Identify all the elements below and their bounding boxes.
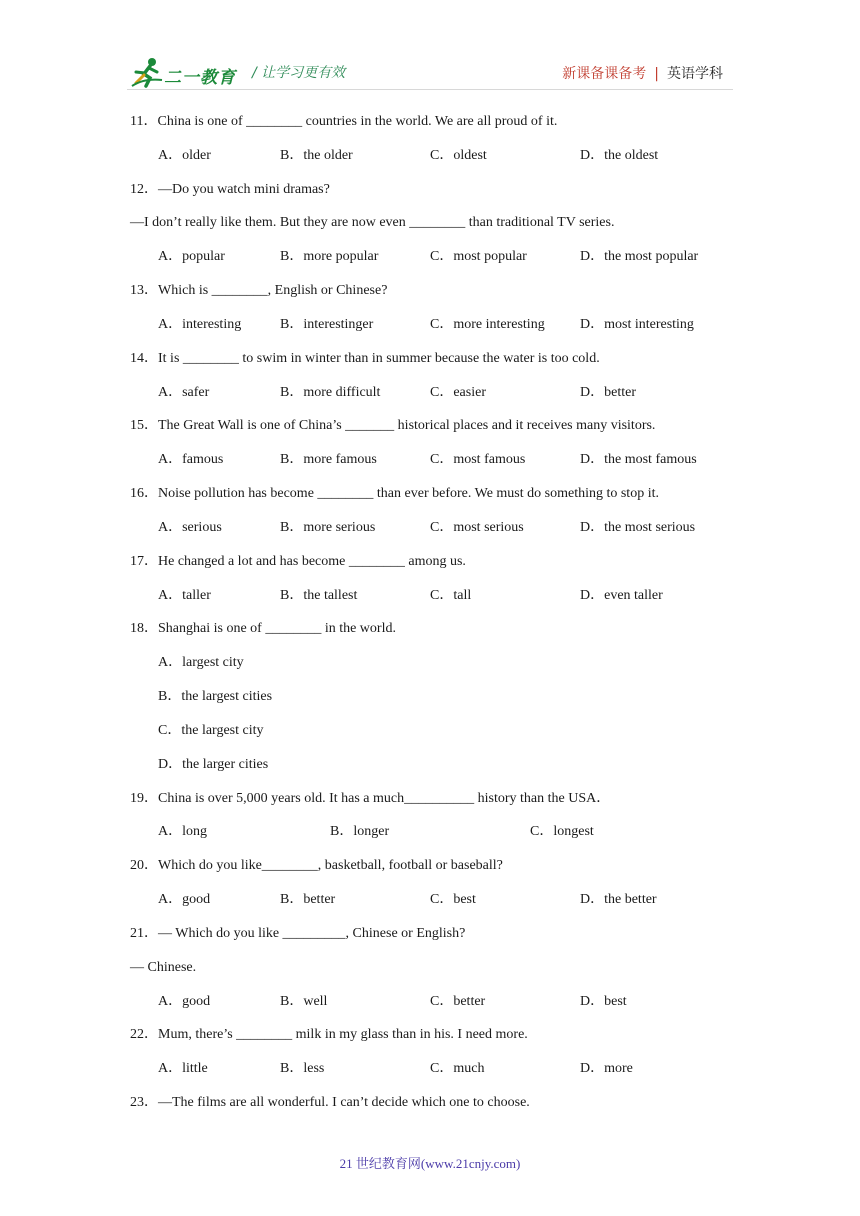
option: A．popular [158, 249, 225, 264]
option-row [158, 247, 738, 267]
option: B．the largest cities [158, 689, 273, 704]
option: A．older [158, 148, 211, 163]
option: A．good [158, 892, 211, 907]
option: A．taller [158, 588, 211, 603]
header-separator: | [654, 66, 659, 82]
option-row [158, 146, 738, 166]
option-row [158, 586, 738, 606]
option: C．most serious [430, 520, 524, 535]
option: D．better [580, 385, 636, 400]
slogan: / 让学习更有效 [252, 65, 346, 81]
question-stem: 19．China is over 5,000 years old. It has a much__________ history than the USA． [130, 791, 611, 806]
question-stem: 11．China is one of ________ countries in the world. We are all proud of it. [130, 114, 558, 129]
option-row [158, 822, 738, 842]
option: C．tall [430, 588, 472, 603]
option: C．more interesting [430, 317, 545, 332]
header-subject [562, 63, 723, 83]
option: B．well [280, 994, 328, 1009]
option: A．famous [158, 452, 224, 467]
question-stem: 20．Which do you like________, basketball, football or baseball? [130, 858, 503, 873]
option: C．best [430, 892, 476, 907]
option: B．more popular [280, 249, 379, 264]
option: D．the oldest [580, 148, 659, 163]
logo [130, 56, 240, 90]
option: B．the tallest [280, 588, 358, 603]
option: D．the most famous [580, 452, 697, 467]
option-row [158, 383, 738, 403]
option: B．the older [280, 148, 353, 163]
option-row [158, 1059, 738, 1079]
question-stem: 22．Mum, there’s ________ milk in my glass than in his. I need more. [130, 1027, 528, 1042]
option: D．the most popular [580, 249, 699, 264]
question-stem: 21．— Which do you like _________, Chinese or English? [130, 926, 466, 941]
option: B．more famous [280, 452, 377, 467]
option-row [158, 992, 738, 1012]
option: A．good [158, 994, 211, 1009]
question-stem: 14．It is ________ to swim in winter than in summer because the water is too cold. [130, 351, 600, 366]
option: D．more [580, 1061, 633, 1076]
question-stem-continued: —I don’t really like them. But they are now even ________ than traditional TV series. [130, 215, 615, 230]
option: B．longer [330, 824, 390, 839]
question-stem: 12．—Do you watch mini dramas? [130, 182, 330, 197]
option: A．interesting [158, 317, 242, 332]
option: B．less [280, 1061, 325, 1076]
question-stem-continued: — Chinese. [130, 960, 197, 975]
runner-logo-icon [130, 56, 164, 90]
option: D．best [580, 994, 627, 1009]
question-stem: 23．—The films are all wonderful. I can’t decide which one to choose. [130, 1095, 530, 1110]
question-stem: 15．The Great Wall is one of China’s _______ historical places and it receives many visitors. [130, 418, 656, 433]
question-stem: 17．He changed a lot and has become ________ among us. [130, 554, 466, 569]
option: A．serious [158, 520, 222, 535]
header-divider [127, 89, 733, 90]
option-row [158, 450, 738, 470]
option: C．oldest [430, 148, 487, 163]
option-row [158, 890, 738, 910]
option: A．largest city [158, 655, 244, 670]
option: C．easier [430, 385, 486, 400]
option-row [158, 315, 738, 335]
option: C．most popular [430, 249, 527, 264]
option: B．better [280, 892, 336, 907]
option: C．the largest city [158, 723, 264, 738]
option: D．the better [580, 892, 657, 907]
option: B．more serious [280, 520, 376, 535]
header-subject-label: 英语学科 [667, 66, 723, 82]
option: D．most interesting [580, 317, 694, 332]
question-stem: 16．Noise pollution has become ________ than ever before. We must do something to stop it. [130, 486, 659, 501]
option: C．much [430, 1061, 485, 1076]
option: C．better [430, 994, 486, 1009]
page-header [0, 0, 860, 100]
option: D．the most serious [580, 520, 696, 535]
option: B．interestinger [280, 317, 374, 332]
option: D．even taller [580, 588, 663, 603]
header-course-label: 新课备课备考 [562, 66, 647, 82]
option: A．little [158, 1061, 208, 1076]
option-row [158, 518, 738, 538]
page-footer: 21 世纪教育网(www.21cnjy.com) [339, 1156, 521, 1171]
question-stem: 18．Shanghai is one of ________ in the world. [130, 621, 396, 636]
option: C．longest [530, 824, 594, 839]
logo-text: 二一教育 [164, 68, 236, 88]
option: B．more difficult [280, 385, 381, 400]
question-stem: 13．Which is ________, English or Chinese? [130, 283, 388, 298]
option: A．long [158, 824, 207, 839]
option: C．most famous [430, 452, 526, 467]
option: D．the larger cities [158, 757, 269, 772]
option: A．safer [158, 385, 210, 400]
